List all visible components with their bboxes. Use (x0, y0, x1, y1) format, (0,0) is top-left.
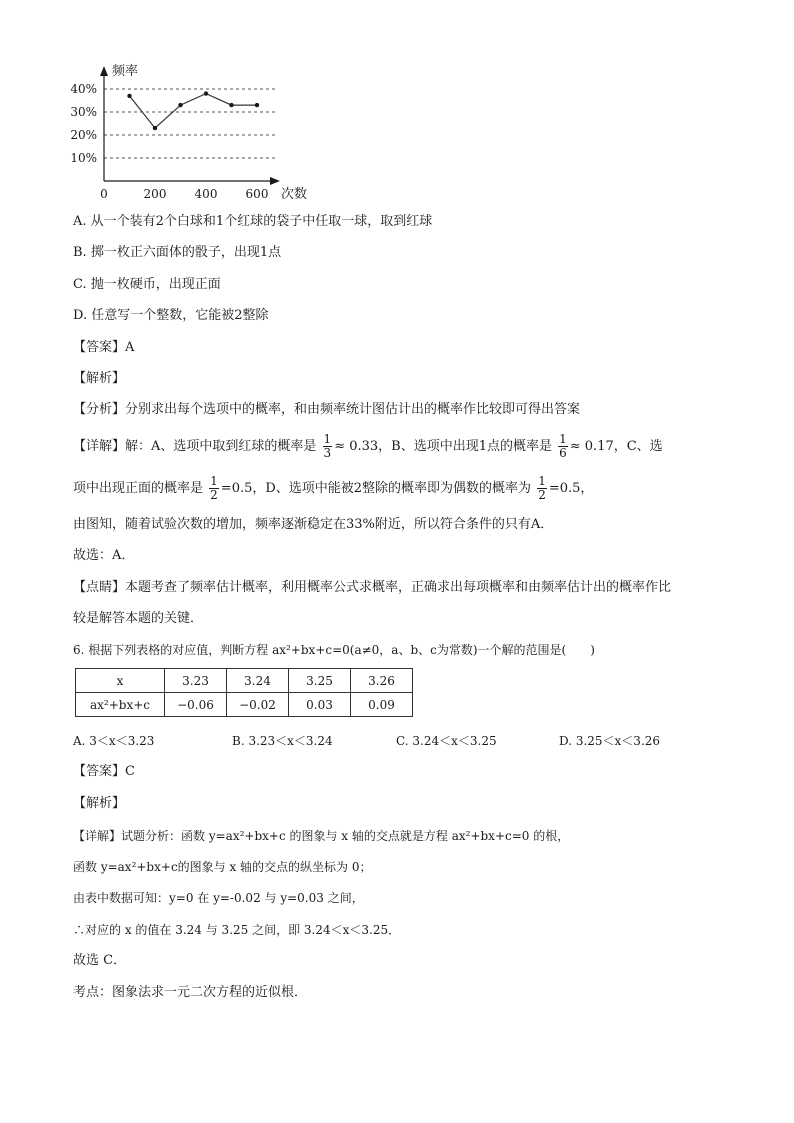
fenxi-tag: 【分析】 (73, 402, 126, 417)
y-tick-label: 10% (70, 151, 97, 165)
x-tick-label: 0 (100, 187, 108, 201)
table-row (76, 693, 413, 717)
answer-tag: 【答案】 (73, 340, 126, 355)
q5-option-d: D. 任意写一个整数，它能被2整除 (73, 308, 269, 323)
q5-choose: 故选：A． (73, 548, 135, 563)
detail-text: =0.5，D、选项中能被2整除的概率即为偶数的概率为 (220, 481, 532, 496)
x-tick-label: 200 (143, 187, 167, 201)
detail-tag: 【详解】 (73, 829, 122, 843)
x-axis-label: 次数 (281, 187, 308, 202)
q6-option-a: A. 3＜x＜3.23 (73, 734, 155, 748)
comment-text: 本题考查了频率估计概率，利用概率公式求概率，正确求出每项概率和由频率估计出的概率作比 (125, 580, 672, 595)
fraction-one-half: $\frac{1}{2}$ (538, 474, 546, 502)
q6-detail-line-4: ∴对应的 x 的值在 3.24 与 3.25 之间，即 3.24＜x＜3.25． (73, 923, 401, 937)
x-axis-arrow (270, 177, 280, 185)
data-point (255, 103, 259, 107)
answer-tag: 【答案】 (73, 764, 126, 779)
fenxi-text: 分别求出每个选项中的概率，和由频率统计图估计出的概率作比较即可得出答案 (125, 402, 581, 417)
q6-stem: 6. 根据下列表格的对应值，判断方程 ax²+bx+c=0(a≠0，a、b、c为常数)一个解的范围是( ) (73, 643, 595, 657)
y-tick-label: 40% (70, 82, 97, 96)
table-cell: ax²+bx+c (76, 693, 165, 717)
q5-analysis-tag: 【解析】 (73, 371, 126, 386)
q5-detail-line-3: 由图知，随着试验次数的增加，频率逐渐稳定在33%附近，所以符合条件的只有A． (73, 517, 554, 532)
table-cell: −0.06 (165, 693, 227, 717)
q5-comment-line-1 (73, 578, 671, 598)
series-line (130, 94, 258, 129)
q6-option-d: D. 3.25＜x＜3.26 (559, 734, 661, 748)
q6-option-b: B. 3.23＜x＜3.24 (232, 734, 333, 748)
detail-text: 解：A、选项中取到红球的概率是 (125, 439, 317, 454)
table-cell: 0.09 (351, 693, 413, 717)
q5-comment-line-2: 较是解答本题的关键． (73, 611, 204, 626)
q5-option-b: B. 掷一枚正六面体的骰子，出现1点 (73, 245, 282, 260)
q6-analysis-tag: 【解析】 (73, 796, 126, 811)
q5-option-a: A. 从一个装有2个白球和1个红球的袋子中任取一球，取到红球 (73, 214, 433, 229)
data-point (127, 94, 131, 98)
fraction-one-sixth: $\frac{1}{6}$ (559, 432, 567, 460)
y-tick-label: 20% (70, 128, 97, 142)
detail-text: ≈ 0.33，B、选项中出现1点的概率是 (334, 439, 552, 454)
detail-text: 项中出现正面的概率是 (73, 481, 204, 496)
detail-text: ≈ 0.17，C、选 (569, 439, 663, 454)
q5-detail-line-1 (73, 432, 663, 462)
fraction-one-half: $\frac{1}{2}$ (210, 474, 218, 502)
q6-kaodian: 考点：图象法求一元二次方程的近似根． (73, 985, 308, 1000)
x-tick-label: 400 (194, 187, 218, 201)
detail-text: 试题分析：函数 y=ax²+bx+c 的图象与 x 轴的交点就是方程 ax²+bx+c=0 的根， (121, 829, 570, 843)
comment-tag: 【点睛】 (73, 580, 126, 595)
frequency-line-chart (0, 0, 330, 210)
table-cell: 3.25 (289, 669, 351, 693)
q6-detail-line-1 (73, 826, 569, 846)
y-axis-arrow (100, 66, 108, 76)
data-point (229, 103, 233, 107)
q6-choose: 故选 C． (73, 953, 127, 968)
x-tick-label: 600 (245, 187, 269, 201)
data-point (178, 103, 182, 107)
q6-option-c: C. 3.24＜x＜3.25 (396, 734, 497, 748)
q6-detail-line-3: 由表中数据可知：y=0 在 y=-0.02 与 y=0.03 之间， (73, 891, 364, 905)
detail-tag: 【详解】 (73, 439, 126, 454)
answer-value: C (125, 764, 135, 779)
table-row (76, 669, 413, 693)
y-tick-label: 30% (70, 105, 97, 119)
table-cell: 3.23 (165, 669, 227, 693)
detail-text: =0.5， (548, 481, 594, 496)
q5-option-c: C. 抛一枚硬币，出现正面 (73, 277, 221, 292)
q6-answer-line (73, 762, 135, 782)
table-cell: 3.24 (227, 669, 289, 693)
table-cell: x (76, 669, 165, 693)
fraction-one-third: $\frac{1}{3}$ (323, 432, 332, 460)
data-point (204, 91, 208, 95)
table-cell: −0.02 (227, 693, 289, 717)
q5-fenxi-line (73, 400, 580, 420)
q5-detail-line-2 (73, 474, 593, 504)
y-axis-label: 频率 (112, 64, 139, 79)
q5-answer-line (73, 338, 134, 358)
answer-value: A (125, 340, 135, 355)
table-cell: 0.03 (289, 693, 351, 717)
q6-detail-line-2: 函数 y=ax²+bx+c的图象与 x 轴的交点的纵坐标为 0； (73, 860, 372, 874)
table-cell: 3.26 (351, 669, 413, 693)
q6-value-table (75, 668, 413, 717)
data-point (153, 126, 157, 130)
